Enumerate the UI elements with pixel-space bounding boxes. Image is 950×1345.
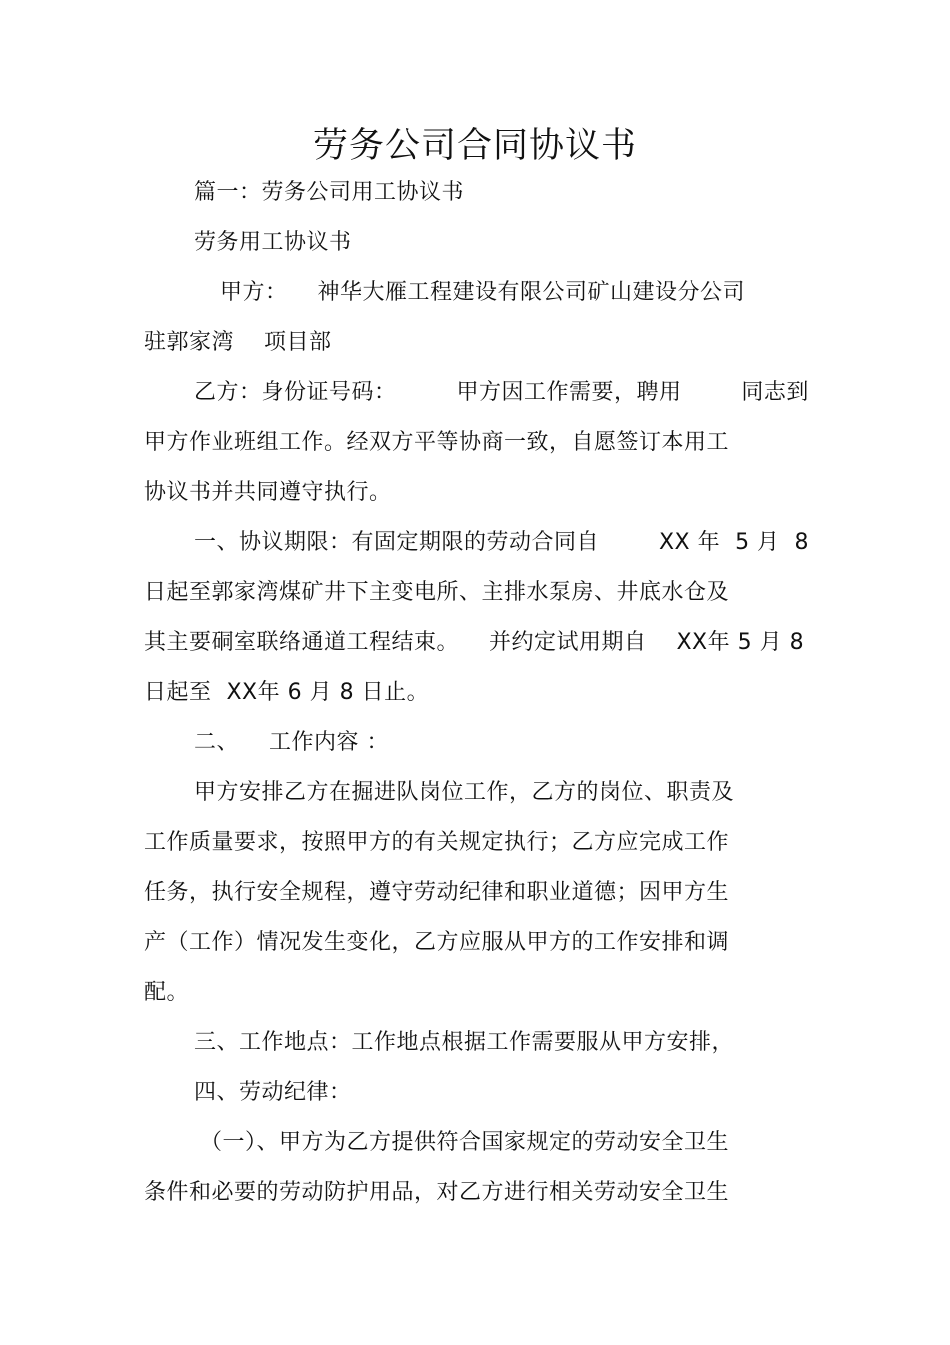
body-text-line: 工作质量要求，按照甲方的有关规定执行；乙方应完成工作: [144, 830, 730, 855]
body-text-line: 日起至 XX年 6 月 8 日止。: [144, 680, 430, 705]
subclause-one-line: （一）、甲方为乙方提供符合国家规定的劳动安全卫生: [200, 1130, 730, 1155]
document-title: 劳务公司合同协议书: [312, 126, 637, 166]
body-text-line: 甲方作业班组工作。经双方平等协商一致，自愿签订本用工: [144, 430, 730, 455]
body-text-line: 协议书并共同遵守执行。: [144, 480, 392, 505]
body-text-line: 任务，执行安全规程，遵守劳动纪律和职业道德；因甲方生: [144, 880, 730, 905]
body-text-line: 产（工作）情况发生变化，乙方应服从甲方的工作安排和调: [144, 930, 730, 955]
party-a-line: 甲方： 神华大雁工程建设有限公司矿山建设分公司: [220, 280, 745, 305]
clause-two-heading: 二、 工作内容 ：: [194, 730, 389, 755]
party-a-department-line: 驻郭家湾 项目部: [144, 330, 332, 355]
body-text-line: 甲方安排乙方在掘进队岗位工作，乙方的岗位、职责及: [194, 780, 735, 805]
body-text-line: 其主要硐室联络通道工程结束。 并约定试用期自 XX年 5 月 8: [144, 630, 805, 655]
clause-four-heading: 四、劳动纪律：: [194, 1080, 352, 1105]
body-text-line: 日起至郭家湾煤矿井下主变电所、主排水泵房、井底水仓及: [144, 580, 730, 605]
clause-three-line: 三、工作地点：工作地点根据工作需要服从甲方安排，: [194, 1030, 735, 1055]
agreement-heading: 劳务用工协议书: [194, 230, 352, 255]
section-heading-part-one: 篇一：劳务公司用工协议书: [194, 180, 465, 205]
body-text-line: 配。: [144, 980, 190, 1005]
clause-one-term-line: 一、协议期限：有固定期限的劳动合同自 XX 年 5 月 8: [194, 530, 810, 555]
party-b-line: 乙方：身份证号码： 甲方因工作需要，聘用 同志到: [194, 380, 809, 405]
body-text-line: 条件和必要的劳动防护用品，对乙方进行相关劳动安全卫生: [144, 1180, 730, 1205]
